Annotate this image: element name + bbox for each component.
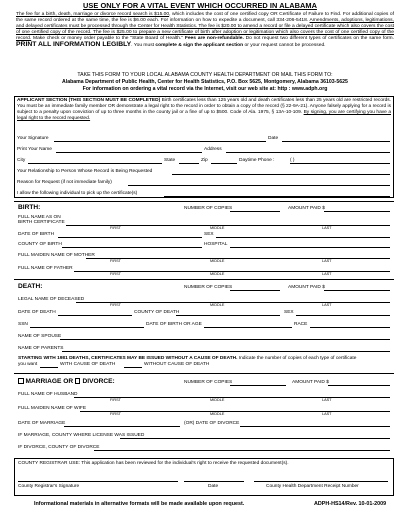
birth-fullname-label-2: BIRTH CERTIFICATE: [18, 220, 65, 225]
birth-father-field[interactable]: [74, 271, 390, 272]
pickup-field[interactable]: [164, 196, 390, 197]
reason-label: Reason for Request (if not immediate family): [17, 180, 112, 185]
receipt-number-label: County Health Department Receipt Number: [266, 484, 359, 489]
reason-field[interactable]: [128, 185, 390, 186]
receipt-number-field[interactable]: [254, 481, 388, 482]
birth-first-caption: FIRST: [110, 226, 121, 230]
date-field[interactable]: [282, 141, 390, 142]
death-heading: DEATH:: [18, 283, 43, 290]
wife-label: FULL MAIDEN NAME OF WIFE: [18, 406, 87, 411]
phone-field[interactable]: [290, 163, 390, 164]
deceased-last-caption: LAST: [322, 303, 332, 307]
marriage-copies-field[interactable]: [230, 385, 286, 386]
marriage-label: MARRIAGE OR: [25, 378, 74, 385]
with-cause-label: WITH CAUSE OF DEATH: [60, 362, 116, 367]
you-want-label: you want: [18, 362, 38, 367]
spouse-label: NAME OF SPOUSE: [18, 334, 62, 339]
website-info: For information on ordering a vital record via the Internet, visit our web site at: http : www.adph.org: [82, 86, 328, 92]
signature-label: Your Signature: [17, 136, 49, 141]
with-cause-copies-field[interactable]: [40, 367, 58, 368]
registrar-date-field[interactable]: [184, 481, 244, 482]
phone-format: ( ): [290, 158, 295, 163]
dod-field[interactable]: [58, 315, 132, 316]
race-label: RACE: [294, 322, 308, 327]
registrar-signature-label: County Registrar's Signature: [18, 484, 80, 489]
registrar-date-label: Date: [208, 484, 219, 489]
registrar-note: COUNTY REGISTRAR USE: This application has been reviewed for the individual's right to receive the requested document(s).: [18, 461, 289, 466]
alternative-formats: Informational materials in alternative formats will be made available upon request.: [34, 501, 245, 507]
birth-county-label: COUNTY OF BIRTH: [18, 242, 62, 247]
marriage-divorce-heading: [18, 378, 115, 385]
cause-note: [18, 356, 356, 361]
deceased-middle-caption: MIDDLE: [210, 303, 225, 307]
registrar-signature-field[interactable]: [18, 481, 178, 482]
marriage-copies-label: NUMBER OF COPIES: [184, 380, 233, 385]
mother-middle-caption: MIDDLE: [210, 259, 225, 263]
county-of-death-field[interactable]: [176, 315, 280, 316]
fee-nonrefundable: Fees are non-refundable.: [184, 36, 244, 42]
signature-field[interactable]: [54, 141, 266, 142]
birth-county-field[interactable]: [62, 247, 202, 248]
county-marriage-field[interactable]: [120, 438, 390, 439]
birth-sex-label: SEX: [204, 232, 214, 237]
wife-last-caption: LAST: [322, 412, 332, 416]
pickup-label: I allow the following individual to pick up the certificate(s): [17, 191, 138, 196]
mother-last-caption: LAST: [322, 259, 332, 263]
county-of-death-label: COUNTY OF DEATH: [134, 310, 180, 315]
birth-mother-field[interactable]: [86, 258, 390, 259]
applicant-certify: By signing, you are certifying you have a legal right to the record requested.: [17, 110, 391, 121]
zip-label: Zip: [201, 158, 208, 163]
parents-field[interactable]: [62, 351, 390, 352]
birth-dob-field[interactable]: [58, 237, 202, 238]
address-label: Address: [204, 147, 222, 152]
zip-field[interactable]: [211, 163, 237, 164]
address-field[interactable]: [226, 152, 390, 153]
city-field[interactable]: [28, 163, 162, 164]
cause-note-text: Indicate the number of copies of each type of certificate: [237, 356, 357, 361]
death-copies-field[interactable]: [230, 290, 280, 291]
marriage-checkbox[interactable]: [18, 378, 24, 384]
fee-must: . You must: [131, 43, 156, 49]
relationship-field[interactable]: [172, 174, 390, 175]
state-label: State: [164, 158, 176, 163]
death-dob-field[interactable]: [204, 327, 292, 328]
wife-middle-caption: MIDDLE: [210, 412, 225, 416]
fee-copies: , which includes the cost of one certified copy OR Certificate of Failure to Find. For additional copies of the same record ordered at the same time, the fee is $6.00 each. For information on how to expedite a document, call 334-206-5418.: [16, 12, 395, 24]
dom-field[interactable]: [64, 426, 180, 427]
without-cause-label: WITHOUT CAUSE OF DEATH: [144, 362, 210, 367]
mother-first-caption: FIRST: [110, 259, 121, 263]
wife-field[interactable]: [80, 411, 390, 412]
birth-amount-field[interactable]: [324, 211, 390, 212]
birth-fullname-label-1: FULL NAME AS ON: [18, 215, 61, 220]
without-cause-copies-field[interactable]: [124, 367, 142, 368]
fee-payable: Make check or money order payable to the "State Board of Health.": [31, 36, 185, 42]
husband-first-caption: FIRST: [110, 398, 121, 402]
ssn-label: SSN: [18, 322, 28, 327]
dodiv-label: (OR) DATE OF DIVORCE: [184, 421, 240, 426]
vital-records-form: [4, 0, 396, 518]
birth-divider: [14, 201, 394, 202]
husband-label: FULL NAME OF HUSBAND: [18, 392, 78, 397]
divorce-checkbox[interactable]: [75, 378, 81, 384]
county-marriage-label: IF MARRIAGE, COUNTY WHERE LICENSE WAS ISSUED: [18, 433, 145, 438]
fee-one-type: Do not request two different types of certificates on the same form.: [243, 36, 394, 42]
marriage-divider: [14, 373, 394, 374]
birth-heading: BIRTH:: [18, 204, 41, 211]
marriage-amount-label: AMOUNT PAID $: [292, 380, 329, 385]
birth-father-label: FULL NAME OF FATHER: [18, 266, 73, 271]
spouse-field[interactable]: [60, 339, 390, 340]
fee-or-not: or your request cannot be processed.: [243, 43, 326, 49]
fee-amendments: Amendments, adoptions, legitimations, and delayed certificates must be processed through the Center for Health Statistics. The fee is $20.00 to amend a record or file a delayed certificate which also covers the cost of one certified copy of the record. The fee is $25.00 to prepare a new certificate of birth after adoption or legitimation which also covers the cost of one certified copy of the record.: [16, 18, 394, 42]
phone-label: Daytime Phone :: [239, 158, 275, 163]
birth-last-caption: LAST: [322, 226, 332, 230]
applicant-heading: APPLICANT SECTION (THIS SECTION MUST BE COMPLETED): [17, 98, 161, 103]
birth-amount-label: AMOUNT PAID $: [288, 206, 325, 211]
death-amount-label: AMOUNT PAID $: [288, 285, 325, 290]
wife-first-caption: FIRST: [110, 412, 121, 416]
applicant-text: [17, 98, 391, 122]
fee-paragraph: [16, 12, 394, 49]
mail-address: Alabama Department of Public Health, Center for Health Statistics, P.O. Box 5625, Montgomery, Alabama 36103-5625: [62, 79, 348, 85]
father-first-caption: FIRST: [110, 272, 121, 276]
deceased-name-field[interactable]: [76, 302, 390, 303]
birth-hospital-label: HOSPITAL: [204, 242, 228, 247]
death-dob-label: DATE OF BIRTH OR AGE: [146, 322, 202, 327]
fee-search: The fee for a birth, death, marriage or divorce record search is $15.00: [16, 12, 170, 17]
form-title: USE ONLY FOR A VITAL EVENT WHICH OCCURRED IN ALABAMA: [83, 1, 317, 10]
father-middle-caption: MIDDLE: [210, 272, 225, 276]
husband-field[interactable]: [74, 397, 390, 398]
husband-middle-caption: MIDDLE: [210, 398, 225, 402]
print-name-field[interactable]: [56, 152, 202, 153]
birth-middle-caption: MIDDLE: [210, 226, 225, 230]
father-last-caption: LAST: [322, 272, 332, 276]
form-id: ADPH-HS14/Rev. 10-01-2009: [314, 501, 387, 507]
birth-copies-label: NUMBER OF COPIES: [184, 206, 233, 211]
city-label: City: [17, 158, 26, 163]
date-label: Date: [268, 136, 279, 141]
divorce-label: DIVORCE:: [82, 378, 115, 385]
deceased-first-caption: FIRST: [110, 303, 121, 307]
ssn-field[interactable]: [30, 327, 144, 328]
deceased-name-label: LEGAL NAME OF DECEASED: [18, 297, 85, 302]
relationship-label: Your Relationship to Person Whose Record is Being Requested: [17, 169, 153, 174]
print-legibly: PRINT ALL INFORMATION LEGIBLY: [16, 41, 132, 49]
death-amount-field[interactable]: [324, 290, 390, 291]
state-field[interactable]: [179, 163, 199, 164]
applicant-restrictions: Birth certificates less than 125 years old and death certificates less than 25 years old are restricted records. You must be an immediate family member OR demonstrate a legal right to the record in order to obtain a copy of the record (§ 22-9A-21). Anyone falsely applying for a record is subject to a penalty upon conviction of up to three months in the county jail or a fine of up to $500. Code of Ala. 1975, § 13A-10-109.: [17, 98, 391, 115]
marriage-amount-field[interactable]: [328, 385, 390, 386]
death-divider: [14, 279, 394, 280]
county-divorce-field[interactable]: [94, 450, 390, 451]
race-field[interactable]: [310, 327, 390, 328]
death-sex-field[interactable]: [296, 315, 390, 316]
birth-dob-label: DATE OF BIRTH: [18, 232, 55, 237]
parents-label: NAME OF PARENTS: [18, 346, 64, 351]
county-divorce-label: IF DIVORCE, COUNTY OF DIVORCE: [18, 445, 100, 450]
dod-label: DATE OF DEATH: [18, 310, 56, 315]
death-sex-label: SEX: [284, 310, 294, 315]
husband-last-caption: LAST: [322, 398, 332, 402]
dom-label: DATE OF MARRIAGE: [18, 421, 66, 426]
birth-mother-label: FULL MAIDEN NAME OF MOTHER: [18, 253, 95, 258]
mail-instruction: TAKE THIS FORM TO YOUR LOCAL ALABAMA COUNTY HEALTH DEPARTMENT OR MAIL THIS FORM TO:: [77, 72, 333, 78]
birth-sex-field[interactable]: [216, 237, 390, 238]
fee-complete-sign: complete & sign the applicant section: [155, 43, 244, 49]
dodiv-field[interactable]: [240, 426, 390, 427]
cause-note-bold: STARTING WITH 1981 DEATHS, CERTIFICATES MAY BE ISSUED WITHOUT A CAUSE OF DEATH.: [18, 356, 238, 361]
birth-hospital-field[interactable]: [230, 247, 390, 248]
death-copies-label: NUMBER OF COPIES: [184, 285, 233, 290]
birth-copies-field[interactable]: [230, 211, 280, 212]
print-name-label: Print Your Name: [17, 147, 52, 152]
